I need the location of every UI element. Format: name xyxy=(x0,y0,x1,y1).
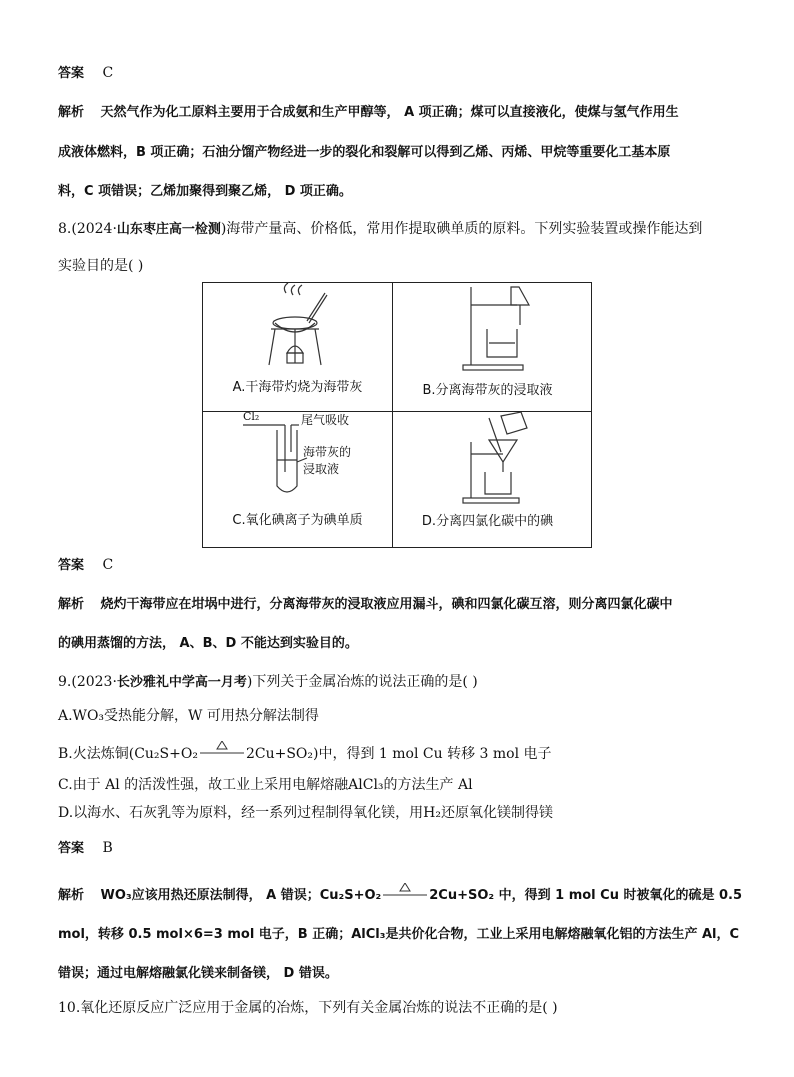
q9-option-c: C.由于 Al 的活泼性强，故工业上采用电解熔融AlCl₃的方法生产 Al xyxy=(58,777,473,793)
q8-stem xyxy=(58,218,702,238)
q9-option-d: D.以海水、石灰乳等为原料，经一系列过程制得氧化镁，用H₂还原氧化镁制得镁 xyxy=(58,805,553,821)
q8-stem-line-2: 实验目的是( ) xyxy=(58,258,144,274)
q9-stem xyxy=(58,671,478,691)
q8-analysis-line-2: 的碘用蒸馏的方法， A、B、D 不能达到实验目的。 xyxy=(58,636,358,651)
heat-arrow-icon xyxy=(381,889,429,903)
cell-c xyxy=(203,412,392,540)
q9-analysis-line-1 xyxy=(58,884,742,903)
answer-tag: 答案 xyxy=(58,841,85,856)
q9-option-a: A.WO₃受热能分解，W 可用热分解法制得 xyxy=(58,708,319,724)
cell-a xyxy=(203,283,392,411)
cell-a-caption: A.干海带灼烧为海带灰 xyxy=(232,380,363,395)
answer-value: C xyxy=(102,557,114,573)
test-tube-icon xyxy=(203,412,392,512)
answer-value: C xyxy=(102,65,114,81)
cell-b-caption: B.分离海带灰的浸取液 xyxy=(422,383,553,398)
heat-arrow-icon xyxy=(198,747,246,761)
tail-gas-label: 尾气吸收 xyxy=(301,413,350,427)
q7-analysis-line-3: 料，C 项错误；乙烯加聚得到聚乙烯， D 项正确。 xyxy=(58,184,352,199)
analysis-tag: 解析 xyxy=(58,597,85,612)
q9-option-b xyxy=(58,743,552,763)
analysis-text-pre: WO₃应该用热还原法制得， A 错误；Cu₂S+O₂ xyxy=(100,888,382,903)
q9-analysis-line-2: mol，转移 0.5 mol×6=3 mol 电子，B 正确；AlCl₃是共价化合物，工业上采用电解熔融氧化铝的方法生产 Al，C xyxy=(58,927,740,942)
q9-number: 9.(2023· xyxy=(58,674,117,690)
filtration-icon xyxy=(393,412,582,512)
answer-value: B xyxy=(102,840,113,856)
analysis-tag: 解析 xyxy=(58,888,85,903)
analysis-text: 烧灼干海带应在坩埚中进行，分离海带灰的浸取液应用漏斗，碘和四氯化碳互溶，则分离四氯化碳中 xyxy=(100,597,673,612)
answer-tag: 答案 xyxy=(58,66,85,81)
q8-analysis-line-1 xyxy=(58,593,673,612)
analysis-tag: 解析 xyxy=(58,105,85,120)
q8-stem-text: )海带产量高、价格低，常用作提取碘单质的原料。下列实验装置或操作能达到 xyxy=(220,221,703,237)
analysis-text: 天然气作为化工原料主要用于合成氨和生产甲醇等， A 项正确；煤可以直接液化，使煤与氢气作用生 xyxy=(100,105,679,120)
liquid-label-2: 浸取液 xyxy=(303,462,340,476)
answer-tag: 答案 xyxy=(58,558,85,573)
q9-answer-row xyxy=(58,837,113,856)
q9-analysis-line-3: 错误；通过电解熔融氯化镁来制备镁， D 错误。 xyxy=(58,966,338,981)
q9-source: 长沙雅礼中学高一月考 xyxy=(116,675,247,690)
analysis-text-post: 2Cu+SO₂ 中，得到 1 mol Cu 时被氧化的硫是 0.5 xyxy=(429,888,743,903)
q8-source: 山东枣庄高一检测 xyxy=(116,222,221,237)
apparatus-grid xyxy=(202,282,592,548)
burning-apparatus-icon xyxy=(203,283,392,383)
cell-c-caption: C.氧化碘离子为碘单质 xyxy=(232,513,363,528)
separatory-funnel-icon xyxy=(393,283,582,383)
q7-analysis-line-1 xyxy=(58,101,679,120)
option-b-lhs: B.火法炼铜(Cu₂S+O₂ xyxy=(58,746,198,762)
q7-analysis-line-2: 成液体燃料，B 项正确；石油分馏产物经进一步的裂化和裂解可以得到乙烯、丙烯、甲烷等重要化工基本原 xyxy=(58,145,671,160)
q8-answer-row xyxy=(58,554,113,573)
q9-stem-text: )下列关于金属冶炼的说法正确的是( ) xyxy=(246,674,478,690)
cell-d-caption: D.分离四氯化碳中的碘 xyxy=(421,514,554,529)
q10-stem: 10.氧化还原反应广泛应用于金属的冶炼，下列有关金属冶炼的说法不正确的是( ) xyxy=(58,1000,558,1016)
cell-d xyxy=(393,412,582,540)
cl2-label: Cl₂ xyxy=(243,410,260,423)
liquid-label-1: 海带灰的 xyxy=(303,445,352,459)
q7-answer-row xyxy=(58,62,113,81)
option-b-rhs: 2Cu+SO₂)中，得到 1 mol Cu 转移 3 mol 电子 xyxy=(245,746,552,762)
cell-b xyxy=(393,283,582,411)
q8-number: 8.(2024· xyxy=(58,221,117,237)
